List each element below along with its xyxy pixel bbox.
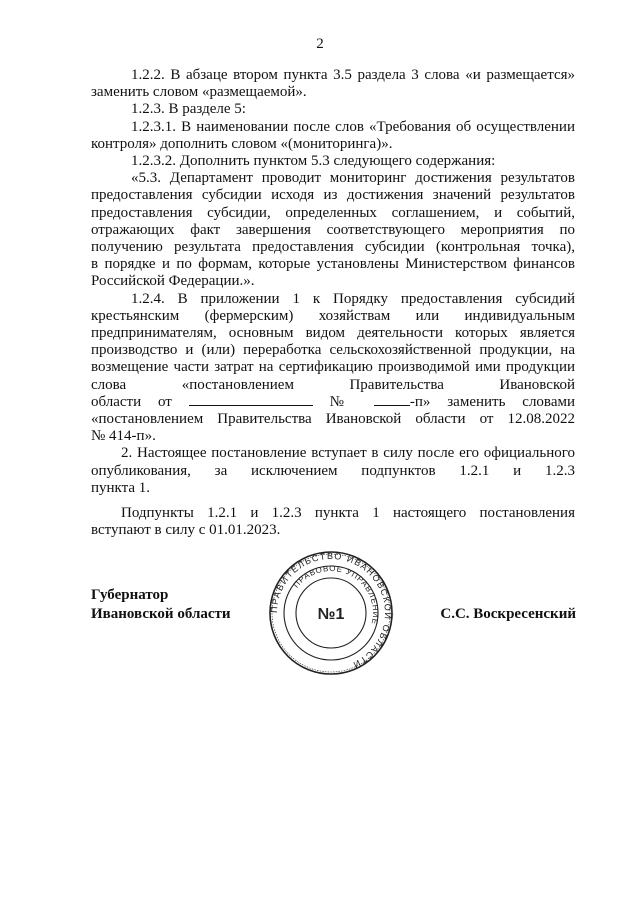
paragraph-effective-cont: вступают в силу с 01.01.2023. [91, 522, 281, 539]
paragraph-2: 2. Настоящее постановление вступает в силу после его официального опубликования, за исключением подпунктов 1.2.1 и 1.2.3 [91, 445, 575, 479]
number-blank [374, 394, 410, 406]
text-oblasti-ot: области от [91, 393, 172, 410]
paragraph-5-3: «5.3. Департамент проводит мониторинг достижения результатов предоставления субсидии исходя из достижения значений результатов предоставления субсидии, определенных соглашением, и событий, отражающих факт завершения соответствующего мероприятия по получению результата предоставления субсидии (контрольная точка), [91, 170, 575, 256]
signatory-title-line1: Губернатор [91, 587, 169, 603]
paragraph-1-2-4-end: № 414-п». [91, 428, 156, 445]
text-n-suffix: -п» [409, 393, 431, 410]
number-sign: № [329, 393, 357, 410]
paragraph-1-2-4-blanks [91, 394, 575, 411]
paragraph-1-2-3: 1.2.3. В разделе 5: [131, 101, 246, 118]
signatory-title [91, 586, 231, 624]
seal-number: №1 [317, 606, 345, 623]
document-body [91, 67, 575, 539]
paragraph-1-2-4: 1.2.4. В приложении 1 к Порядку предоставления субсидий крестьянским (фермерским) хозяйствам или индивидуальным предпринимателям, основным видом деятельности которых является производство и (или) переработка сельскохозяйственной продукции, на возмещение части затрат на сертификацию производимой ими продукции слова «постановлением Правительства Ивановской [91, 290, 575, 393]
paragraph-1-2-2-cont: заменить словом «размещаемой». [91, 84, 307, 101]
paragraph-5-3-cont: в порядке и по формам, которые установлены Министерством финансов Российской Федерации.». [91, 256, 575, 290]
page-number: 2 [316, 36, 324, 52]
seal-inner-text: ПРАВОВОЕ УПРАВЛЕНИЕ [291, 563, 381, 626]
official-seal [268, 550, 394, 676]
paragraph-1-2-3-1-cont: контроля» дополнить словом «(мониторинга)». [91, 135, 393, 152]
signatory-title-line2: Ивановской области [91, 606, 231, 622]
date-blank [189, 394, 313, 406]
paragraph-1-2-3-1: 1.2.3.1. В наименовании после слов «Требования об осуществлении [131, 118, 575, 135]
paragraph-1-2-2: 1.2.2. В абзаце втором пункта 3.5 раздела 3 слова «и размещается» [131, 67, 575, 83]
signatory-name: С.С. Воскресенский [440, 606, 576, 622]
seal-outer-text: ПРАВИТЕЛЬСТВО ИВАНОВСКОЙ ОБЛАСТИ [268, 550, 394, 671]
paragraph-1-2-4-tail: «постановлением Правительства Ивановской области от 12.08.2022 [91, 411, 575, 428]
text-replace: заменить словами [447, 393, 575, 410]
paragraph-effective: Подпункты 1.2.1 и 1.2.3 пункта 1 настоящего постановления [121, 505, 575, 522]
paragraph-1-2-3-2: 1.2.3.2. Дополнить пунктом 5.3 следующего содержания: [131, 153, 496, 170]
paragraph-2-cont: пункта 1. [91, 479, 151, 496]
